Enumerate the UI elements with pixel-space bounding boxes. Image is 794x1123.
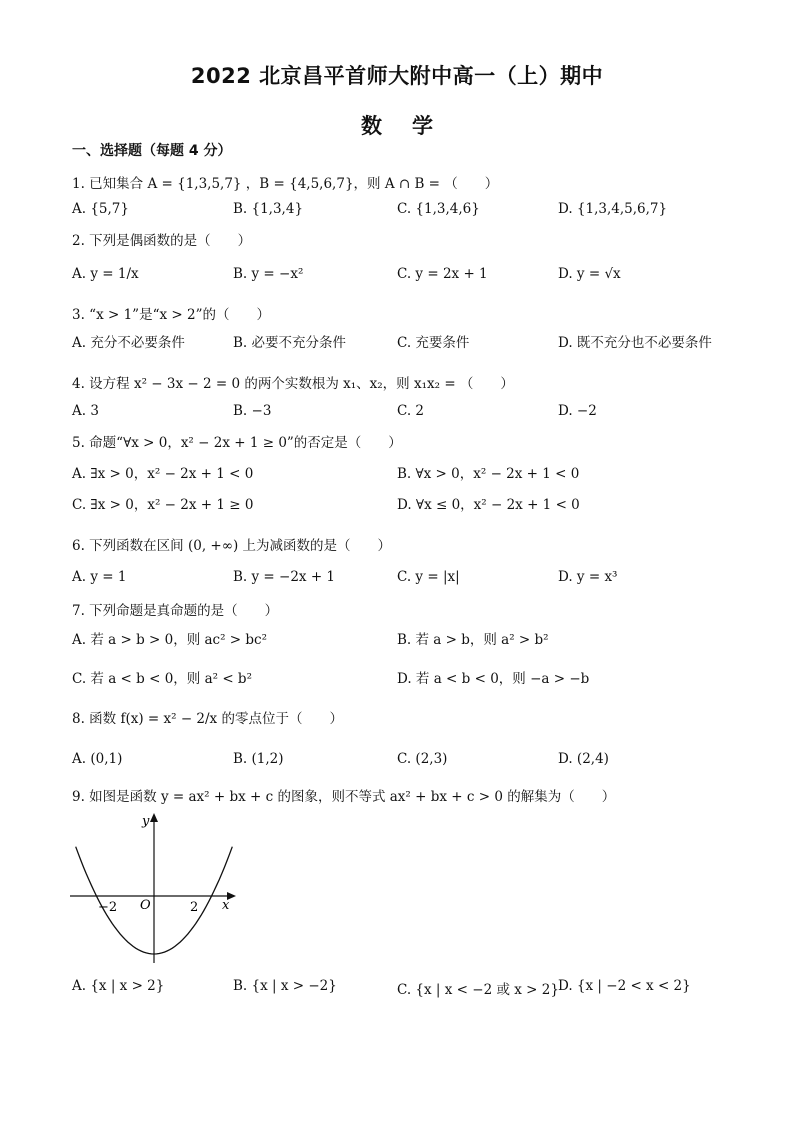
option-a: A. {x | x > 2}	[72, 978, 165, 994]
subject-title: 数学	[361, 114, 463, 138]
question-stem: 7. 下列命题是真命题的是（ ）	[72, 603, 279, 619]
option-a: A. 若 a > b > 0，则 ac² > bc²	[72, 632, 268, 648]
option-b: B. −3	[233, 403, 272, 419]
section-heading: 一、选择题（每题 4 分）	[72, 143, 232, 159]
option-b: B. {x | x > −2}	[233, 978, 337, 994]
option-d: D. 若 a < b < 0，则 −a > −b	[397, 671, 590, 687]
y-axis-arrow	[150, 813, 158, 822]
exam-title: 2022 北京昌平首师大附中高一（上）期中	[190, 64, 604, 88]
question-stem: 5. 命题“∀x > 0，x² − 2x + 1 ≥ 0”的否定是（ ）	[72, 435, 402, 451]
option-a: A. 3	[72, 403, 99, 419]
question-stem: 3. “x > 1”是“x > 2”的（ ）	[72, 307, 270, 323]
option-b: B. 若 a > b，则 a² > b²	[397, 632, 549, 648]
option-b: B. ∀x > 0，x² − 2x + 1 < 0	[397, 466, 580, 482]
question-stem: 8. 函数 f(x) = x² − 2/x 的零点位于（ ）	[72, 711, 343, 727]
option-a: A. 充分不必要条件	[72, 335, 185, 351]
option-d: D. ∀x ≤ 0，x² − 2x + 1 < 0	[397, 497, 580, 513]
question-stem: 1. 已知集合 A = {1,3,5,7} ，B = {4,5,6,7}，则 A ∩ B = （ ）	[72, 176, 499, 192]
option-c: C. ∃x > 0，x² − 2x + 1 ≥ 0	[72, 497, 254, 513]
option-c: C. 若 a < b < 0，则 a² < b²	[72, 671, 252, 687]
option-d: D. {1,3,4,5,6,7}	[558, 201, 668, 217]
option-a: A. y = 1	[72, 569, 127, 585]
question-stem: 4. 设方程 x² − 3x − 2 = 0 的两个实数根为 x₁、x₂，则 x₁x₂ = （ ）	[72, 376, 514, 392]
option-b: B. (1,2)	[233, 751, 284, 767]
option-a: A. {5,7}	[72, 201, 129, 217]
option-d: D. y = x³	[558, 569, 618, 585]
option-c: C. 2	[397, 403, 425, 419]
tick-label-right: 2	[190, 900, 199, 915]
option-d: D. y = √x	[558, 266, 621, 282]
question-stem: 9. 如图是函数 y = ax² + bx + c 的图象，则不等式 ax² + bx + c > 0 的解集为（ ）	[72, 789, 616, 805]
option-d: D. −2	[558, 403, 597, 419]
option-a: A. y = 1/x	[72, 266, 139, 282]
option-b: B. {1,3,4}	[233, 201, 304, 217]
parabola-graph	[70, 808, 240, 968]
option-a: A. ∃x > 0，x² − 2x + 1 < 0	[72, 466, 254, 482]
option-b: B. y = −x²	[233, 266, 304, 282]
option-c: C. (2,3)	[397, 751, 448, 767]
option-d: D. (2,4)	[558, 751, 609, 767]
question-stem: 2. 下列是偶函数的是（ ）	[72, 233, 252, 249]
x-axis-label: x	[222, 898, 230, 913]
option-c: C. {1,3,4,6}	[397, 201, 480, 217]
origin-label: O	[140, 898, 151, 913]
tick-label-left: −2	[98, 900, 118, 915]
option-c: C. y = |x|	[397, 569, 460, 585]
option-d: D. {x | −2 < x < 2}	[558, 978, 691, 994]
option-d: D. 既不充分也不必要条件	[558, 335, 712, 351]
option-c: C. y = 2x + 1	[397, 266, 488, 282]
option-c: C. 充要条件	[397, 335, 470, 351]
option-a: A. (0,1)	[72, 751, 123, 767]
option-b: B. 必要不充分条件	[233, 335, 347, 351]
y-axis-label: y	[142, 814, 150, 829]
question-stem: 6. 下列函数在区间 (0, +∞) 上为减函数的是（ ）	[72, 538, 392, 554]
option-b: B. y = −2x + 1	[233, 569, 336, 585]
option-c: C. {x | x < −2 或 x > 2}	[397, 982, 559, 998]
